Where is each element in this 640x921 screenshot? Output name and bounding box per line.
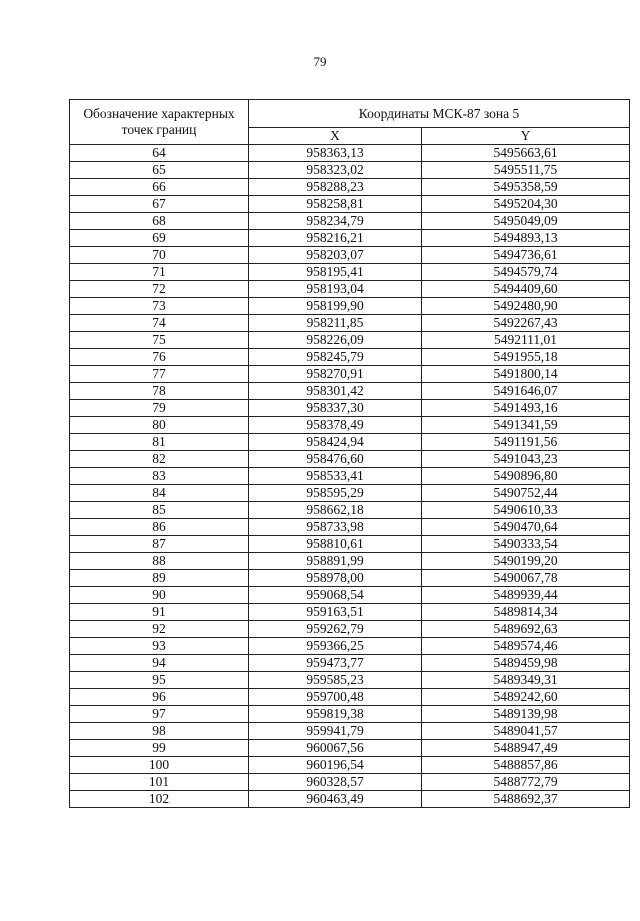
point-cell: 73 <box>70 298 249 315</box>
point-cell: 83 <box>70 468 249 485</box>
y-cell: 5489692,63 <box>422 621 630 638</box>
x-cell: 959262,79 <box>249 621 422 638</box>
x-cell: 958476,60 <box>249 451 422 468</box>
y-cell: 5492267,43 <box>422 315 630 332</box>
y-cell: 5490896,80 <box>422 468 630 485</box>
y-cell: 5489242,60 <box>422 689 630 706</box>
header-y: Y <box>422 128 630 145</box>
table-row <box>70 689 630 706</box>
point-cell: 91 <box>70 604 249 621</box>
y-cell: 5495204,30 <box>422 196 630 213</box>
y-cell: 5488947,49 <box>422 740 630 757</box>
x-cell: 958288,23 <box>249 179 422 196</box>
point-cell: 87 <box>70 536 249 553</box>
table-row <box>70 349 630 366</box>
x-cell: 958211,85 <box>249 315 422 332</box>
y-cell: 5495049,09 <box>422 213 630 230</box>
point-cell: 66 <box>70 179 249 196</box>
y-cell: 5494409,60 <box>422 281 630 298</box>
y-cell: 5494736,61 <box>422 247 630 264</box>
x-cell: 958533,41 <box>249 468 422 485</box>
x-cell: 958245,79 <box>249 349 422 366</box>
x-cell: 958424,94 <box>249 434 422 451</box>
header-coordinates-system: Координаты МСК-87 зона 5 <box>249 100 630 128</box>
x-cell: 959473,77 <box>249 655 422 672</box>
x-cell: 958595,29 <box>249 485 422 502</box>
point-cell: 101 <box>70 774 249 791</box>
table-row <box>70 162 630 179</box>
x-cell: 959941,79 <box>249 723 422 740</box>
table-row <box>70 740 630 757</box>
y-cell: 5495511,75 <box>422 162 630 179</box>
point-cell: 68 <box>70 213 249 230</box>
table-row <box>70 247 630 264</box>
table-row <box>70 791 630 808</box>
table-row <box>70 383 630 400</box>
y-cell: 5494893,13 <box>422 230 630 247</box>
x-cell: 958810,61 <box>249 536 422 553</box>
x-cell: 958337,30 <box>249 400 422 417</box>
x-cell: 959700,48 <box>249 689 422 706</box>
table-row <box>70 604 630 621</box>
table-row <box>70 315 630 332</box>
point-cell: 65 <box>70 162 249 179</box>
x-cell: 958216,21 <box>249 230 422 247</box>
y-cell: 5490199,20 <box>422 553 630 570</box>
point-cell: 96 <box>70 689 249 706</box>
point-cell: 80 <box>70 417 249 434</box>
x-cell: 958301,42 <box>249 383 422 400</box>
table-header <box>70 100 630 145</box>
y-cell: 5492480,90 <box>422 298 630 315</box>
y-cell: 5491955,18 <box>422 349 630 366</box>
table-row <box>70 672 630 689</box>
point-cell: 69 <box>70 230 249 247</box>
table-row <box>70 553 630 570</box>
x-cell: 958378,49 <box>249 417 422 434</box>
point-cell: 72 <box>70 281 249 298</box>
table-row <box>70 298 630 315</box>
header-x: X <box>249 128 422 145</box>
table-row <box>70 230 630 247</box>
table-row <box>70 213 630 230</box>
table-row <box>70 196 630 213</box>
table-row <box>70 570 630 587</box>
point-cell: 97 <box>70 706 249 723</box>
x-cell: 958662,18 <box>249 502 422 519</box>
y-cell: 5488857,86 <box>422 757 630 774</box>
table-row <box>70 434 630 451</box>
point-cell: 100 <box>70 757 249 774</box>
y-cell: 5490333,54 <box>422 536 630 553</box>
table-body <box>70 145 630 808</box>
point-cell: 84 <box>70 485 249 502</box>
table-row <box>70 400 630 417</box>
table-row <box>70 638 630 655</box>
point-cell: 64 <box>70 145 249 162</box>
x-cell: 958978,00 <box>249 570 422 587</box>
table-row <box>70 485 630 502</box>
y-cell: 5491341,59 <box>422 417 630 434</box>
y-cell: 5495663,61 <box>422 145 630 162</box>
table-row <box>70 706 630 723</box>
x-cell: 958323,02 <box>249 162 422 179</box>
table-row <box>70 723 630 740</box>
point-cell: 102 <box>70 791 249 808</box>
table-row <box>70 332 630 349</box>
y-cell: 5490610,33 <box>422 502 630 519</box>
y-cell: 5491191,56 <box>422 434 630 451</box>
table-row <box>70 468 630 485</box>
table-row <box>70 774 630 791</box>
table-row <box>70 264 630 281</box>
table-row <box>70 621 630 638</box>
y-cell: 5488772,79 <box>422 774 630 791</box>
table-row <box>70 502 630 519</box>
table-row <box>70 366 630 383</box>
x-cell: 958891,99 <box>249 553 422 570</box>
point-cell: 79 <box>70 400 249 417</box>
y-cell: 5492111,01 <box>422 332 630 349</box>
point-cell: 89 <box>70 570 249 587</box>
y-cell: 5489574,46 <box>422 638 630 655</box>
point-cell: 98 <box>70 723 249 740</box>
point-cell: 86 <box>70 519 249 536</box>
table-row <box>70 519 630 536</box>
y-cell: 5491043,23 <box>422 451 630 468</box>
table-row <box>70 179 630 196</box>
x-cell: 958258,81 <box>249 196 422 213</box>
x-cell: 959585,23 <box>249 672 422 689</box>
y-cell: 5494579,74 <box>422 264 630 281</box>
y-cell: 5489939,44 <box>422 587 630 604</box>
point-cell: 88 <box>70 553 249 570</box>
point-cell: 95 <box>70 672 249 689</box>
point-cell: 75 <box>70 332 249 349</box>
x-cell: 959366,25 <box>249 638 422 655</box>
y-cell: 5495358,59 <box>422 179 630 196</box>
y-cell: 5490067,78 <box>422 570 630 587</box>
point-cell: 92 <box>70 621 249 638</box>
y-cell: 5491646,07 <box>422 383 630 400</box>
x-cell: 958226,09 <box>249 332 422 349</box>
point-cell: 90 <box>70 587 249 604</box>
x-cell: 960328,57 <box>249 774 422 791</box>
point-cell: 85 <box>70 502 249 519</box>
y-cell: 5489139,98 <box>422 706 630 723</box>
x-cell: 958195,41 <box>249 264 422 281</box>
point-cell: 78 <box>70 383 249 400</box>
point-cell: 94 <box>70 655 249 672</box>
coordinates-table <box>69 99 630 808</box>
table-row <box>70 587 630 604</box>
x-cell: 958270,91 <box>249 366 422 383</box>
y-cell: 5489041,57 <box>422 723 630 740</box>
point-cell: 99 <box>70 740 249 757</box>
y-cell: 5489459,98 <box>422 655 630 672</box>
point-cell: 74 <box>70 315 249 332</box>
y-cell: 5490752,44 <box>422 485 630 502</box>
x-cell: 959068,54 <box>249 587 422 604</box>
header-point-designation: Обозначение характерных точек границ <box>70 100 249 145</box>
x-cell: 960196,54 <box>249 757 422 774</box>
x-cell: 959819,38 <box>249 706 422 723</box>
y-cell: 5491800,14 <box>422 366 630 383</box>
x-cell: 960067,56 <box>249 740 422 757</box>
x-cell: 958203,07 <box>249 247 422 264</box>
table-row <box>70 536 630 553</box>
point-cell: 81 <box>70 434 249 451</box>
page-number: 79 <box>313 54 327 69</box>
y-cell: 5491493,16 <box>422 400 630 417</box>
point-cell: 82 <box>70 451 249 468</box>
point-cell: 70 <box>70 247 249 264</box>
x-cell: 958363,13 <box>249 145 422 162</box>
point-cell: 71 <box>70 264 249 281</box>
point-cell: 93 <box>70 638 249 655</box>
table-row <box>70 145 630 162</box>
y-cell: 5490470,64 <box>422 519 630 536</box>
y-cell: 5489349,31 <box>422 672 630 689</box>
point-cell: 76 <box>70 349 249 366</box>
x-cell: 960463,49 <box>249 791 422 808</box>
x-cell: 958193,04 <box>249 281 422 298</box>
table-row <box>70 757 630 774</box>
table-row <box>70 417 630 434</box>
point-cell: 77 <box>70 366 249 383</box>
y-cell: 5488692,37 <box>422 791 630 808</box>
point-cell: 67 <box>70 196 249 213</box>
table-row <box>70 281 630 298</box>
table-row <box>70 655 630 672</box>
y-cell: 5489814,34 <box>422 604 630 621</box>
x-cell: 958234,79 <box>249 213 422 230</box>
x-cell: 958733,98 <box>249 519 422 536</box>
table-row <box>70 451 630 468</box>
x-cell: 958199,90 <box>249 298 422 315</box>
x-cell: 959163,51 <box>249 604 422 621</box>
